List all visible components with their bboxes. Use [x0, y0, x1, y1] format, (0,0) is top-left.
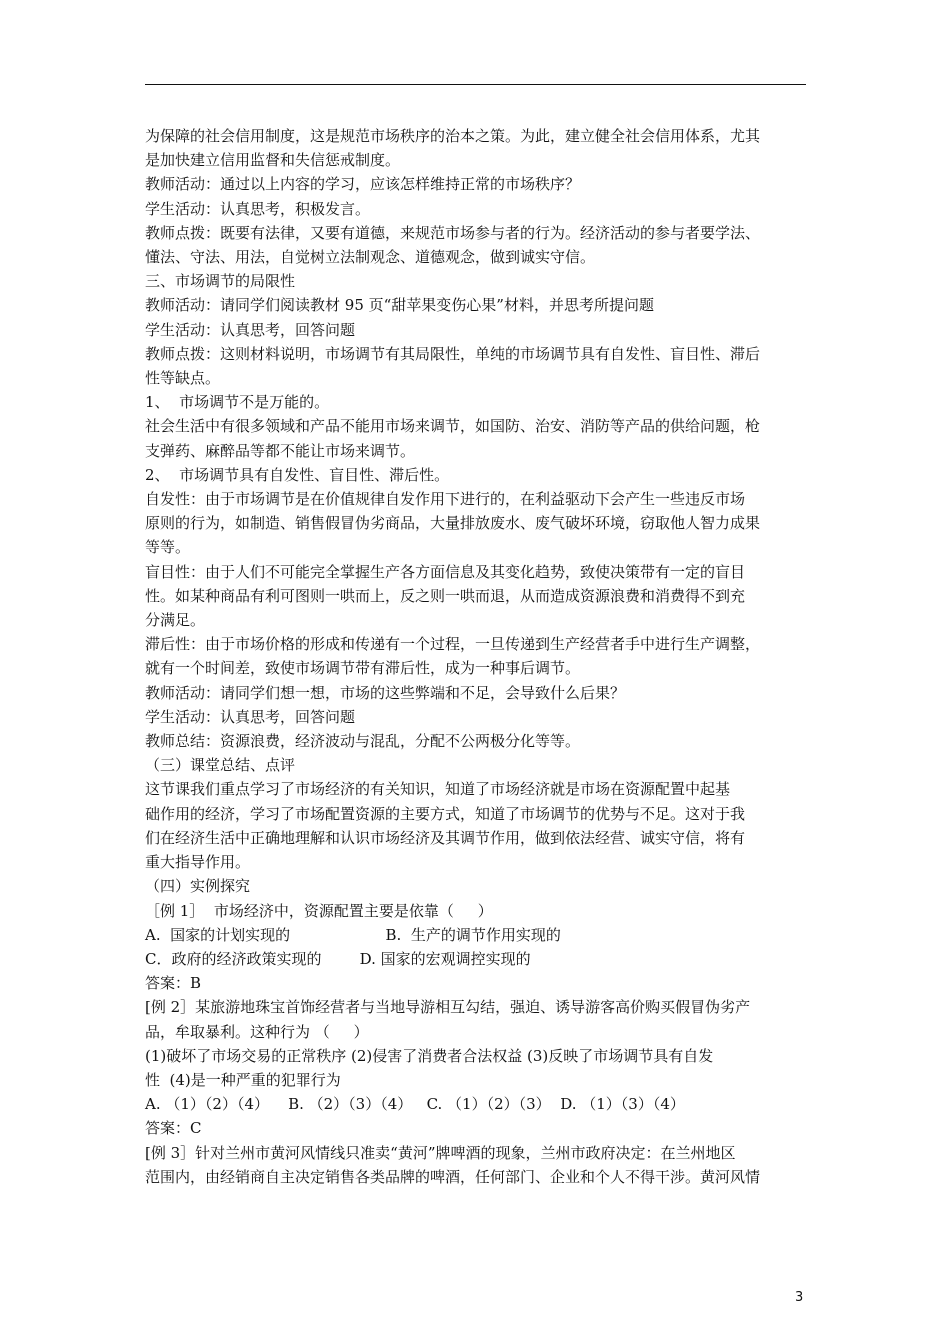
section-heading: （四）实例探究	[145, 877, 251, 896]
text-line: 盲目性：由于人们不可能完全掌握生产各方面信息及其变化趋势，致使决策带有一定的盲目	[145, 562, 746, 581]
example-question: [例 3］针对兰州市黄河风情线只准卖“黄河”牌啤酒的现象，兰州市政府决定：在兰州地区	[145, 1143, 736, 1162]
text-line: 性等缺点。	[145, 369, 221, 388]
numbered-point: 1、 市场调节不是万能的。	[145, 393, 330, 412]
text-line: 分满足。	[145, 611, 206, 630]
text-line: 范围内，由经销商自主决定销售各类品牌的啤酒，任何部门、企业和个人不得干涉。黄河风情	[145, 1167, 761, 1186]
text-line: 等等。	[145, 538, 191, 557]
text-line: 础作用的经济，学习了市场配置资源的主要方式，知道了市场调节的优势与不足。这对于我	[145, 804, 746, 823]
text-line: 社会生活中有很多领域和产品不能用市场来调节，如国防、治安、消防等产品的供给问题，枪	[145, 417, 761, 436]
example-question: [例 2］某旅游地珠宝首饰经营者与当地导游相互勾结，强迫、诱导游客高价购买假冒伪劣产	[145, 998, 751, 1017]
numbered-point: 2、 市场调节具有自发性、盲目性、滞后性。	[145, 465, 450, 484]
text-line: 懂法、守法、用法，自觉树立法制观念、道德观念，做到诚实守信。	[145, 248, 596, 267]
example-question: ［例 1］ 市场经济中，资源配置主要是依靠（ ）	[145, 901, 493, 920]
text-line: 就有一个时间差，致使市场调节带有滞后性，成为一种事后调节。	[145, 659, 581, 678]
text-line: 支弹药、麻醉品等都不能让市场来调节。	[145, 441, 416, 460]
page-number: 3	[795, 1290, 804, 1305]
text-line: 教师总结：资源浪费，经济波动与混乱，分配不公两极分化等等。	[145, 732, 581, 751]
text-line: 性 (4)是一种严重的犯罪行为	[145, 1070, 341, 1089]
text-line: 教师活动：请同学们阅读教材 95 页“甜苹果变伤心果”材料，并思考所提问题	[145, 296, 654, 315]
answer-options: A. 国家的计划实现的 B. 生产的调节作用实现的	[145, 925, 561, 944]
text-line: 教师活动：请同学们想一想，市场的这些弊端和不足，会导致什么后果？	[145, 683, 626, 702]
text-line: 重大指导作用。	[145, 853, 251, 872]
text-line: 滞后性：由于市场价格的形成和传递有一个过程，一旦传递到生产经营者手中进行生产调整，	[145, 635, 761, 654]
text-line: 教师点拨：这则材料说明，市场调节有其局限性，单纯的市场调节具有自发性、盲目性、滞后	[145, 344, 761, 363]
section-heading: （三）课堂总结、点评	[145, 756, 296, 775]
text-line: 学生活动：认真思考，回答问题	[145, 707, 356, 726]
text-line: 们在经济生活中正确地理解和认识市场经济及其调节作用，做到依法经营、诚实守信，将有	[145, 828, 746, 847]
text-line: 教师活动：通过以上内容的学习，应该怎样维持正常的市场秩序？	[145, 175, 581, 194]
text-line: 是加快建立信用监督和失信惩戒制度。	[145, 151, 401, 170]
page-body	[145, 124, 815, 1189]
text-line: 品，牟取暴利。这种行为 （ ）	[145, 1022, 369, 1041]
text-line: 原则的行为，如制造、销售假冒伪劣商品，大量排放废水、废气破坏环境，窃取他人智力成果	[145, 514, 761, 533]
text-line: 这节课我们重点学习了市场经济的有关知识，知道了市场经济就是市场在资源配置中起基	[145, 780, 731, 799]
text-line: 学生活动：认真思考，积极发言。	[145, 199, 371, 218]
answer-options: A. （1）（2）（4） B. （2）（3）（4） C. （1）（2）（3） D. （1）（3）（4）	[145, 1095, 685, 1114]
answer-line: 答案：C	[145, 1119, 202, 1138]
text-line: 学生活动：认真思考，回答问题	[145, 320, 356, 339]
answer-line: 答案：B	[145, 974, 202, 993]
header-rule	[145, 84, 806, 85]
text-line: (1)破坏了市场交易的正常秩序 (2)侵害了消费者合法权益 (3)反映了市场调节具有自发	[145, 1046, 714, 1065]
text-line: 自发性：由于市场调节是在价值规律自发作用下进行的，在利益驱动下会产生一些违反市场	[145, 490, 746, 509]
text-line: 性。如某种商品有利可图则一哄而上，反之则一哄而退，从而造成资源浪费和消费得不到充	[145, 586, 746, 605]
text-line: 教师点拨：既要有法律，又要有道德，来规范市场参与者的行为。经济活动的参与者要学法、	[145, 223, 761, 242]
text-line: 为保障的社会信用制度，这是规范市场秩序的治本之策。为此，建立健全社会信用体系，尤其	[145, 127, 761, 145]
section-heading: 三、市场调节的局限性	[145, 272, 296, 291]
answer-options: C．政府的经济政策实现的 D. 国家的宏观调控实现的	[145, 949, 531, 968]
